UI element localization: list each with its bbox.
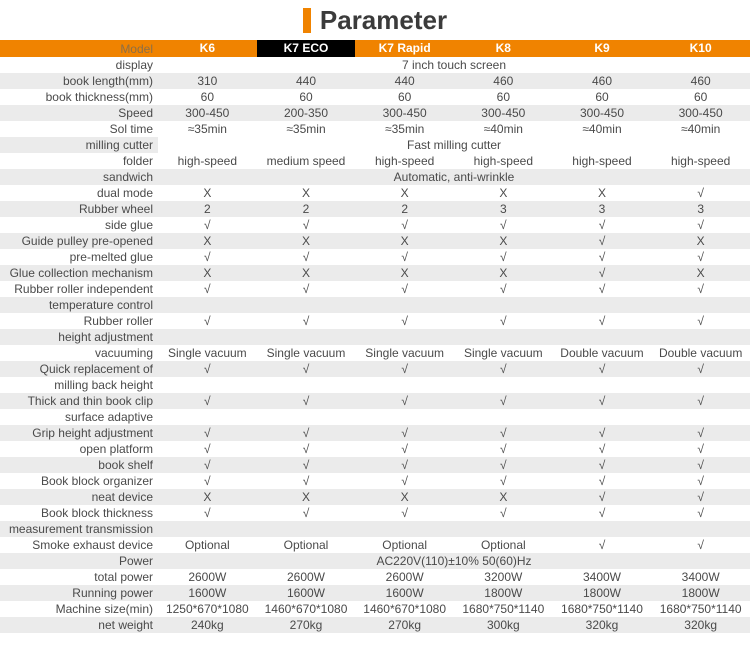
cell-value: medium speed [266,154,346,168]
cell-value: √ [204,314,211,328]
cell-value: √ [697,490,704,504]
cell-value: 1680*750*1140 [561,602,643,616]
cell-value: X [301,186,310,200]
row-label: Book block organizer [40,474,153,488]
cell-value: 3 [697,202,704,216]
page-title [0,0,750,40]
cell-value: high-speed [473,154,534,168]
column-header-k10: K10 [689,41,712,55]
cell-value: √ [598,442,606,456]
cell-value: 2 [302,202,310,216]
cell-value: 1250*670*1080 [165,602,249,616]
cell-value: 440 [394,74,415,88]
model-header-label: Model [120,41,153,56]
cell-value: 1600W [188,586,227,600]
cell-value: Optional [480,538,526,552]
table-row [0,361,750,377]
cell-value: √ [697,218,704,232]
cell-value: X [400,266,409,280]
cell-value: √ [302,362,310,376]
row-label: Thick and thin book clip [27,394,153,408]
row-label: surface adaptive [64,410,153,424]
cell-value: Single vacuum [266,346,346,360]
column-header-k7-eco: K7 ECO [257,40,356,57]
table-row [0,153,750,169]
cell-value: √ [697,474,704,488]
row-label: sandwich [102,170,153,184]
cell-value: √ [598,266,606,280]
cell-value: high-speed [177,154,238,168]
cell-value: 1680*750*1140 [462,602,545,616]
cell-value: 1460*670*1080 [363,602,447,616]
cell-value: 300-450 [481,106,526,120]
cell-value: √ [500,442,507,456]
row-label: Speed [118,106,153,120]
cell-value: 300-450 [579,106,625,120]
row-label: neat device [91,490,153,504]
table-header-row [0,40,750,57]
row-label: milling back height [54,378,153,392]
cell-value: X [203,234,212,248]
cell-value: high-speed [670,154,731,168]
cell-value: X [499,186,508,200]
row-span-value: Fast milling cutter [158,137,750,153]
table-row [0,201,750,217]
cell-value: √ [598,538,606,552]
cell-value: 3200W [484,570,523,584]
cell-value: √ [204,282,211,296]
row-label: pre-melted glue [69,250,153,264]
table-row [0,217,750,233]
cell-value: X [400,186,409,200]
table-row [0,489,750,505]
cell-value: √ [302,506,310,520]
cell-value: √ [697,538,704,552]
cell-value: 3400W [681,570,720,584]
table-row [0,377,750,393]
table-row [0,585,750,601]
cell-value: √ [500,506,507,520]
cell-value: √ [500,458,507,472]
row-label: book thickness(mm) [45,90,153,104]
cell-value: √ [500,426,507,440]
row-label: Rubber roller [83,314,153,328]
row-label: book shelf [98,458,153,472]
row-label: Machine size(min) [55,602,153,616]
row-span-value: 7 inch touch screen [401,58,507,72]
cell-value: 2600W [188,570,227,584]
cell-value: √ [500,362,507,376]
row-label: Guide pulley pre-opened [21,234,153,248]
cell-value: ≈40min [483,122,523,136]
table-row [0,281,750,297]
cell-value: √ [204,442,211,456]
cell-value: Double vacuum [560,346,644,360]
cell-value: X [400,490,409,504]
row-label: net weight [98,618,153,632]
cell-value: √ [697,394,704,408]
cell-value: 60 [496,90,510,104]
cell-value: √ [401,314,408,328]
cell-value: 2 [203,202,211,216]
table-row [0,73,750,89]
row-label: Quick replacement of [39,362,153,376]
cell-value: X [301,266,310,280]
row-label: Book block thickness [40,506,153,520]
row-label: side glue [104,218,153,232]
cell-value: 300-450 [678,106,723,120]
cell-value: √ [598,362,606,376]
table-row [0,601,750,617]
cell-value: 3400W [582,570,621,584]
cell-value: √ [697,458,704,472]
cell-value: √ [204,394,211,408]
row-label: Rubber roller independent [14,282,153,296]
table-row [0,569,750,585]
column-header-k6: K6 [199,41,215,55]
cell-value: 440 [295,74,316,88]
cell-value: 2600W [286,570,325,584]
row-label: height adjustment [58,330,153,344]
cell-value: 310 [197,74,218,88]
table-row [0,185,750,201]
cell-value: √ [697,506,704,520]
cell-value: √ [500,218,507,232]
cell-value: √ [204,506,211,520]
cell-value: 2600W [385,570,424,584]
cell-value: 460 [591,74,612,88]
row-label: open platform [79,442,153,456]
cell-value: √ [697,426,704,440]
cell-value: 60 [200,90,214,104]
cell-value: √ [302,250,310,264]
table-row [0,57,750,73]
table-row [0,249,750,265]
cell-value: √ [401,282,408,296]
cell-value: 3 [598,202,606,216]
cell-value: √ [598,218,606,232]
cell-value: X [400,234,409,248]
row-span-value: AC220V(110)±10% 50(60)Hz [376,554,532,568]
cell-value: X [203,266,212,280]
cell-value: X [301,234,310,248]
cell-value: √ [204,362,211,376]
column-header-k9: K9 [594,41,610,55]
cell-value: 60 [595,90,609,104]
cell-value: 1600W [385,586,424,600]
cell-value: 1800W [582,586,621,600]
cell-value: 460 [493,74,514,88]
cell-value: √ [204,458,211,472]
row-label: Glue collection mechanism [9,266,153,280]
row-label: Smoke exhaust device [32,538,153,552]
row-label: folder [122,154,153,168]
row-label: book length(mm) [62,74,153,88]
cell-value: √ [598,426,606,440]
cell-value: 320kg [684,618,717,632]
cell-value: √ [598,458,606,472]
cell-value: √ [697,282,704,296]
table-row [0,409,750,425]
cell-value: √ [697,250,704,264]
cell-value: √ [302,314,310,328]
row-label: display [115,58,153,72]
row-label: total power [94,570,153,584]
cell-value: √ [500,314,507,328]
cell-value: √ [302,458,310,472]
cell-value: Single vacuum [365,346,445,360]
table-row [0,505,750,521]
table-row [0,105,750,121]
row-label: Rubber wheel [78,202,153,216]
cell-value: √ [401,250,408,264]
table-row [0,313,750,329]
cell-value: 240kg [190,618,224,632]
cell-value: X [301,490,310,504]
cell-value: 2 [401,202,408,216]
table-row [0,345,750,361]
table-row [0,265,750,281]
cell-value: 1460*670*1080 [264,602,348,616]
cell-value: √ [697,362,704,376]
cell-value: high-speed [572,154,632,168]
table-row [0,121,750,137]
cell-value: 270kg [289,618,323,632]
cell-value: √ [401,442,408,456]
cell-value: ≈40min [681,122,721,136]
cell-value: √ [401,474,408,488]
table-row [0,297,750,313]
table-rows [0,57,750,633]
cell-value: √ [598,282,606,296]
cell-value: √ [401,426,408,440]
cell-value: Single vacuum [167,346,247,360]
cell-value: √ [204,218,211,232]
table-row [0,521,750,537]
table-row [0,441,750,457]
row-label: milling cutter [85,138,153,152]
title-accent-bar-icon [303,8,311,33]
table-row [0,617,750,633]
cell-value: X [696,266,705,280]
cell-value: √ [697,186,704,200]
table-row [0,473,750,489]
cell-value: 60 [397,90,412,104]
cell-value: Optional [382,538,427,552]
cell-value: √ [302,474,310,488]
cell-value: √ [500,474,507,488]
cell-value: 300kg [486,618,520,632]
cell-value: 460 [690,74,711,88]
cell-value: √ [302,426,310,440]
row-label: Power [118,554,153,568]
cell-value: √ [302,442,310,456]
cell-value: √ [697,442,704,456]
cell-value: √ [401,218,408,232]
cell-value: X [203,186,212,200]
cell-value: 1800W [681,586,720,600]
cell-value: 1680*750*1140 [659,602,742,616]
cell-value: Double vacuum [658,346,743,360]
cell-value: X [696,234,705,248]
cell-value: ≈40min [582,122,622,136]
cell-value: ≈35min [286,122,326,136]
cell-value: √ [500,282,507,296]
table-row [0,553,750,569]
cell-value: 320kg [585,618,619,632]
cell-value: √ [401,394,408,408]
cell-value: √ [204,426,211,440]
cell-value: √ [401,362,408,376]
row-span-value: Automatic, anti-wrinkle [393,170,515,184]
cell-value: √ [598,506,606,520]
cell-value: X [499,234,508,248]
column-header-k7-rapid: K7 Rapid [378,41,431,55]
cell-value: ≈35min [187,122,227,136]
cell-value: √ [598,474,606,488]
cell-value: √ [598,490,606,504]
cell-value: ≈35min [385,122,425,136]
page-title-text: Parameter [319,4,448,35]
cell-value: 200-350 [283,106,329,120]
cell-value: √ [598,250,606,264]
cell-value: √ [598,394,606,408]
table-row [0,89,750,105]
cell-value: √ [500,394,507,408]
table-row [0,169,750,185]
table-row [0,329,750,345]
cell-value: X [597,186,606,200]
cell-value: √ [204,474,211,488]
cell-value: √ [401,458,408,472]
table-row [0,137,750,153]
cell-value: √ [697,314,704,328]
cell-value: 1800W [484,586,523,600]
cell-value: Optional [184,538,230,552]
cell-value: 3 [499,202,507,216]
cell-value: √ [598,234,606,248]
table-row [0,425,750,441]
cell-value: Optional [283,538,329,552]
cell-value: √ [500,250,507,264]
cell-value: √ [302,282,310,296]
table-row [0,457,750,473]
cell-value: X [203,490,212,504]
cell-value: 270kg [388,618,421,632]
row-label: Grip height adjustment [32,426,153,440]
cell-value: X [499,490,508,504]
row-label: measurement transmission [8,522,153,536]
row-label: Running power [72,586,153,600]
table-row [0,393,750,409]
cell-value: 300-450 [185,106,230,120]
cell-value: √ [401,506,408,520]
cell-value: high-speed [374,154,435,168]
table-row [0,537,750,553]
cell-value: 60 [693,90,708,104]
parameter-table [0,40,750,633]
row-label: dual mode [96,186,153,200]
row-label: Sol time [109,122,153,136]
table-row [0,233,750,249]
cell-value: √ [598,314,606,328]
row-label: temperature control [48,298,153,312]
cell-value: √ [302,394,310,408]
cell-value: X [499,266,508,280]
cell-value: √ [204,250,211,264]
cell-value: 1600W [286,586,325,600]
row-label: vacuuming [94,346,153,360]
cell-value: 300-450 [382,106,427,120]
cell-value: Single vacuum [463,346,543,360]
column-header-k8: K8 [495,41,511,55]
cell-value: √ [302,218,310,232]
cell-value: 60 [299,90,313,104]
